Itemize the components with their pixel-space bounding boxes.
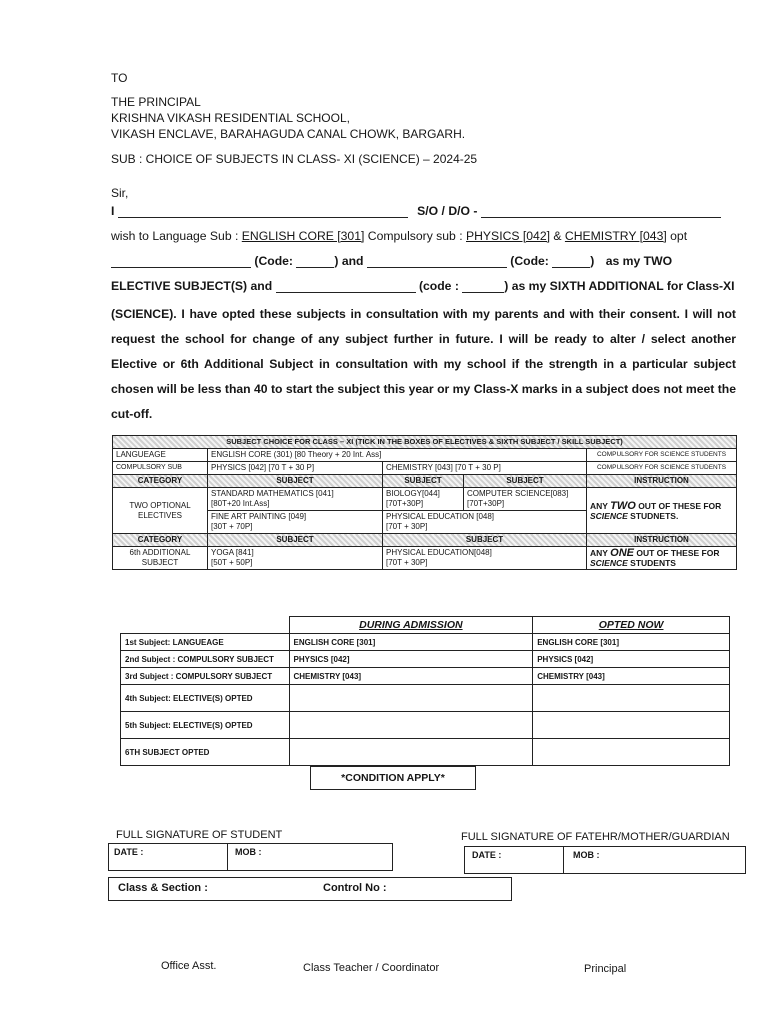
instruction-header: INSTRUCTION (587, 475, 737, 488)
subject-choice-table (112, 435, 737, 570)
maths-option[interactable]: STANDARD MATHEMATICS [041] [80T+20 Int.Ass] (208, 488, 383, 511)
language-label: LANGUEAGE (113, 449, 208, 462)
compulsory-label: COMPULSORY SUB (113, 462, 208, 475)
student-date-label: DATE : (114, 847, 144, 857)
subject-line: SUB : CHOICE OF SUBJECTS IN CLASS- XI (SCIENCE) – 2024-25 (111, 152, 478, 166)
principal-label: Principal (584, 963, 627, 975)
guardian-date-label: DATE : (472, 850, 502, 860)
table-row: 5th Subject: ELECTIVE(S) OPTED (121, 712, 730, 739)
sixth-additional-label: 6th ADDITIONAL SUBJECT (113, 547, 208, 570)
table-row: 4th Subject: ELECTIVE(S) OPTED (121, 685, 730, 712)
student-name-blank[interactable] (118, 205, 408, 218)
control-no-label: Control No : (323, 882, 387, 894)
school-name: KRISHNA VIKASH RESIDENTIAL SCHOOL, (111, 111, 350, 125)
instruction-header-2: INSTRUCTION (587, 534, 737, 547)
table-row: 3rd Subject : COMPULSORY SUBJECT CHEMISTRY [043] CHEMISTRY [043] (121, 668, 730, 685)
to-label: TO (111, 71, 128, 85)
office-asst-label: Office Asst. (161, 960, 217, 972)
sixth-line: ELECTIVE SUBJECT(S) and (code : ) as my SIXTH ADDITIONAL for Class-XI (111, 279, 735, 293)
parent-name-blank[interactable] (481, 205, 721, 218)
elective-code-line: (Code: ) and (Code: ) as my TWO (111, 254, 736, 268)
student-date-mob-box[interactable] (108, 843, 393, 871)
subject-header-4: SUBJECT (208, 534, 383, 547)
yoga-option[interactable]: YOGA [841] [50T + 50P] (208, 547, 383, 570)
elective1-blank[interactable] (111, 255, 251, 268)
instruction-one: ANY ONE OUT OF THESE FOR SCIENCE STUDENTS (587, 547, 737, 570)
subject-table-title: SUBJECT CHOICE FOR CLASS – XI (TICK IN THE BOXES OF ELECTIVES & SIXTH SUBJECT / SKILL SUBJECT) (113, 436, 737, 449)
guardian-signature-label: FULL SIGNATURE OF FATEHR/MOTHER/GUARDIAN (461, 831, 730, 843)
consent-paragraph: (SCIENCE). I have opted these subjects in consultation with my parents and with their consent. I will not request the school for change of any subject further in future. I will be ready to alter / select another Elective or 6th Additional Subject in consultation with my school if the strength in a particular subject chosen will be less than 40 to start the subject this year or my Class-X marks in a subject does not meet the cut-off. (111, 307, 736, 421)
name-line: I S/O / D/O - (111, 204, 736, 218)
guardian-mob-label: MOB : (573, 850, 600, 860)
code1-blank[interactable] (296, 255, 334, 268)
physics-value: PHYSICS [042] [70 T + 30 P] (208, 462, 383, 475)
subject-selection-table (120, 616, 730, 766)
pe2-option[interactable]: PHYSICAL EDUCATION[048] [70T + 30P] (383, 547, 587, 570)
class-control-box[interactable] (108, 877, 512, 901)
class-section-label: Class & Section : (118, 882, 208, 894)
code3-blank[interactable] (462, 280, 504, 293)
student-signature-label: FULL SIGNATURE OF STUDENT (116, 829, 283, 841)
pe-option[interactable]: PHYSICAL EDUCATION [048] [70T + 30P] (383, 511, 587, 534)
table-row: 6TH SUBJECT OPTED (121, 739, 730, 766)
category-header: CATEGORY (113, 475, 208, 488)
school-address: VIKASH ENCLAVE, BARAHAGUDA CANAL CHOWK, BARGARH. (111, 127, 466, 141)
code2-blank[interactable] (552, 255, 590, 268)
biology-option[interactable]: BIOLOGY[044] [70T+30P] (383, 488, 464, 511)
compulsory-note: COMPULSORY FOR SCIENCE STUDENTS (587, 462, 737, 475)
fine-art-option[interactable]: FINE ART PAINTING [049] [30T + 70P] (208, 511, 383, 534)
class-teacher-label: Class Teacher / Coordinator (303, 962, 440, 974)
english-core: ENGLISH CORE [301] (241, 229, 365, 243)
physics: PHYSICS [042] (466, 229, 550, 243)
student-mob-label: MOB : (235, 847, 262, 857)
language-note: COMPULSORY FOR SCIENCE STUDENTS (587, 449, 737, 462)
sixth-subject-blank[interactable] (276, 280, 416, 293)
opted-now-header: OPTED NOW (533, 617, 730, 634)
language-line: wish to Language Sub : ENGLISH CORE [301] Compulsory sub : PHYSICS [042] & CHEMISTRY [043] opt (111, 229, 688, 243)
chemistry-value: CHEMISTRY [043] [70 T + 30 P] (383, 462, 587, 475)
guardian-date-mob-box[interactable] (464, 846, 746, 874)
subject-header-3: SUBJECT (464, 475, 587, 488)
table-row: 2nd Subject : COMPULSORY SUBJECT PHYSICS [042] PHYSICS [042] (121, 651, 730, 668)
salutation: Sir, (111, 186, 129, 200)
subject-header-5: SUBJECT (383, 534, 587, 547)
instruction-two: ANY TWO OUT OF THESE FOR SCIENCE STUDNETS. (587, 488, 737, 534)
principal-line: THE PRINCIPAL (111, 95, 201, 109)
category-header-2: CATEGORY (113, 534, 208, 547)
chemistry: CHEMISTRY [043] (564, 229, 667, 243)
during-admission-header: DURING ADMISSION (289, 617, 533, 634)
cs-option[interactable]: COMPUTER SCIENCE[083] [70T+30P] (464, 488, 587, 511)
language-value: ENGLISH CORE (301) [80 Theory + 20 Int. Ass] (208, 449, 587, 462)
elective2-blank[interactable] (367, 255, 507, 268)
subject-header-1: SUBJECT (208, 475, 383, 488)
table-row: 1st Subject: LANGUEAGE ENGLISH CORE [301] ENGLISH CORE [301] (121, 634, 730, 651)
two-optional-label: TWO OPTIONAL ELECTIVES (113, 488, 208, 534)
condition-apply: *CONDITION APPLY* (310, 766, 476, 790)
subject-header-2: SUBJECT (383, 475, 464, 488)
